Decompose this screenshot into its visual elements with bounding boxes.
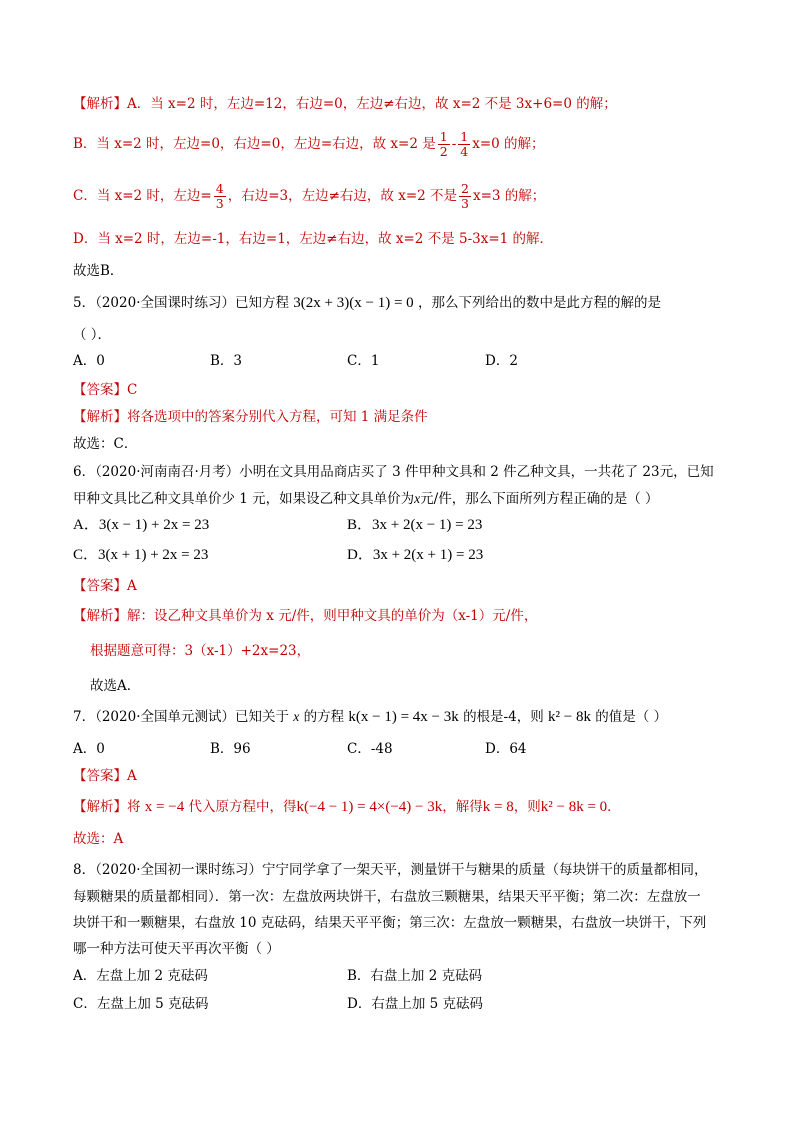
option-c xyxy=(73,546,208,564)
question-8-line2: 每颗糖果的质量都相同）．第一次：左盘放两块饼干，右盘放三颗糖果，结果天平平衡；第二次：左盘放一 xyxy=(73,889,701,905)
analysis-tag: 【解析】 xyxy=(73,96,127,112)
equation: 3(2x + 3)(x − 1) = 0 xyxy=(293,295,414,311)
analysis-c-line xyxy=(73,176,734,216)
analysis-line-2: 根据题意可得：3（x-1）+2x=23， xyxy=(90,643,311,659)
analysis-b-pre: B．当 x=2 时，左边=0，右边=0，左边=右边，故 x=2 是 xyxy=(73,136,436,152)
expression: k² − 8k xyxy=(548,709,591,725)
option-c: C．-48 xyxy=(347,741,393,757)
analysis-text-3: ，解得 xyxy=(442,799,483,815)
question-7-stem xyxy=(73,708,734,726)
equation: k(−4 − 1) = 4×(−4) − 3k xyxy=(296,799,443,815)
question-8-line1: 8．（2020·全国初一课时练习）宁宁同学拿了一架天平，测量饼干与糖果的质量（每块饼干的质量都相同， xyxy=(73,862,708,878)
fraction-num: 4 xyxy=(215,181,224,196)
fraction-den: 4 xyxy=(460,144,469,159)
conclusion: 故选B． xyxy=(73,263,124,279)
fraction-den: 2 xyxy=(439,144,448,159)
fraction xyxy=(459,182,471,211)
analysis-text: 【解析】将各选项中的答案分别代入方程，可知 1 满足条件 xyxy=(73,409,428,425)
analysis-text-5: ． xyxy=(607,799,621,815)
option-a: A．0 xyxy=(73,741,105,757)
analysis-text: 解：设乙种文具单价为 x 元/件，则甲种文具的单价为（x-1）元/件， xyxy=(127,608,538,624)
option-b: B．3 xyxy=(210,353,243,369)
minus-sign: - xyxy=(451,136,457,152)
analysis-a-text: A．当 x=2 时，左边=12，右边=0，左边≠右边，故 x=2 不是 3x+6=0 的解； xyxy=(127,96,617,112)
variable: x xyxy=(414,491,421,506)
analysis-line xyxy=(73,798,734,816)
fraction-num: 2 xyxy=(461,181,469,196)
fraction xyxy=(458,130,470,159)
question-5-stem-text: 5．（2020·全国课时练习）已知方程 xyxy=(73,295,289,311)
analysis-line xyxy=(73,607,734,625)
option-a: A．0 xyxy=(73,353,105,369)
answer-label: 【答案】A xyxy=(73,768,137,784)
fraction-num: 1 xyxy=(439,129,448,144)
question-7-stem-post: 的值是（ ） xyxy=(595,709,668,725)
option-a-text: A．3(x − 1) + 2x = 23 xyxy=(73,517,210,533)
analysis-text-4: ，则 xyxy=(513,799,541,815)
question-6-stem-line2 xyxy=(73,490,734,508)
option-d: D．64 xyxy=(485,741,527,757)
option-b: B．96 xyxy=(210,741,251,757)
option-a: A．左盘上加 2 克砝码 xyxy=(73,968,208,984)
analysis-a-line xyxy=(73,95,734,113)
option-c: C．左盘上加 5 克砝码 xyxy=(73,996,209,1012)
question-6-stem2-post: 元/件，那么下面所列方程正确的是（ ） xyxy=(420,491,659,507)
analysis-c-post: x=3 的解； xyxy=(472,188,546,204)
option-c-text: C．3(x + 1) + 2x = 23 xyxy=(73,547,209,563)
fraction-den: 3 xyxy=(215,196,224,211)
analysis-b-post: x=0 的解； xyxy=(472,136,545,152)
option-d: D．2 xyxy=(485,353,518,369)
conclusion: 故选：A xyxy=(73,831,124,847)
analysis-text-1: 将 xyxy=(127,799,141,815)
question-5-paren: （ ）． xyxy=(73,327,112,343)
analysis-tag: 【解析】 xyxy=(73,799,127,815)
analysis-text-2: 代入原方程中，得 xyxy=(188,799,297,815)
question-6-stem2-pre: 甲种文具比乙种文具单价少 1 元，如果设乙种文具单价为 xyxy=(73,491,415,507)
equation: k(x − 1) = 4x − 3k xyxy=(348,709,459,725)
equation: k² − 8k = 0 xyxy=(540,799,608,815)
question-5-stem xyxy=(73,294,734,312)
option-c: C．1 xyxy=(347,353,380,369)
fraction-den: 3 xyxy=(461,196,469,211)
analysis-c-pre: C．当 x=2 时，左边= xyxy=(73,188,212,204)
fraction-num: 1 xyxy=(460,129,469,144)
question-6-stem-line1: 6．（2020·河南南召·月考）小明在文具用品商店买了 3 件甲种文具和 2 件乙种文具，一共花了 23元，已知 xyxy=(73,464,714,480)
answer-label: 【答案】A xyxy=(73,578,137,594)
question-7-stem-mid2: 的根是-4，则 xyxy=(463,709,544,725)
option-d xyxy=(347,546,483,564)
question-5-stem-end: ，那么下列给出的数中是此方程的解的是 xyxy=(417,295,661,311)
question-8-line3: 块饼干和一颗糖果，右盘放 10 克砝码，结果天平平衡；第三次：左盘放一颗糖果，右盘放一块饼干，下列 xyxy=(73,915,707,931)
answer-label: 【答案】C xyxy=(73,382,138,398)
option-b xyxy=(347,516,482,534)
variable: x xyxy=(293,709,300,724)
analysis-tag: 【解析】 xyxy=(73,608,127,624)
question-7-stem-mid: 的方程 xyxy=(303,709,345,725)
conclusion: 故选A． xyxy=(90,678,141,694)
equation: k = 8 xyxy=(482,799,514,815)
conclusion: 故选：C． xyxy=(73,436,138,452)
fraction xyxy=(214,182,226,211)
option-b-text: B．3x + 2(x − 1) = 23 xyxy=(347,517,483,533)
option-b: B．右盘上加 2 克砝码 xyxy=(347,968,483,984)
option-a xyxy=(73,516,209,534)
analysis-d-line: D．当 x=2 时，左边=-1，右边=1，左边≠右边，故 x=2 不是 5-3x=1 的解． xyxy=(73,231,554,247)
analysis-c-mid: ，右边=3，左边≠右边，故 x=2 不是 xyxy=(227,188,458,204)
equation: x = −4 xyxy=(144,799,185,815)
option-d-text: D．3x + 2(x + 1) = 23 xyxy=(347,547,484,563)
analysis-b-line xyxy=(73,126,734,162)
question-8-line4: 哪一种方法可使天平再次平衡（ ） xyxy=(73,941,280,957)
fraction xyxy=(438,130,450,159)
option-d: D．右盘上加 5 克砝码 xyxy=(347,996,483,1012)
question-7-stem-pre: 7．（2020·全国单元测试）已知关于 xyxy=(73,709,289,725)
